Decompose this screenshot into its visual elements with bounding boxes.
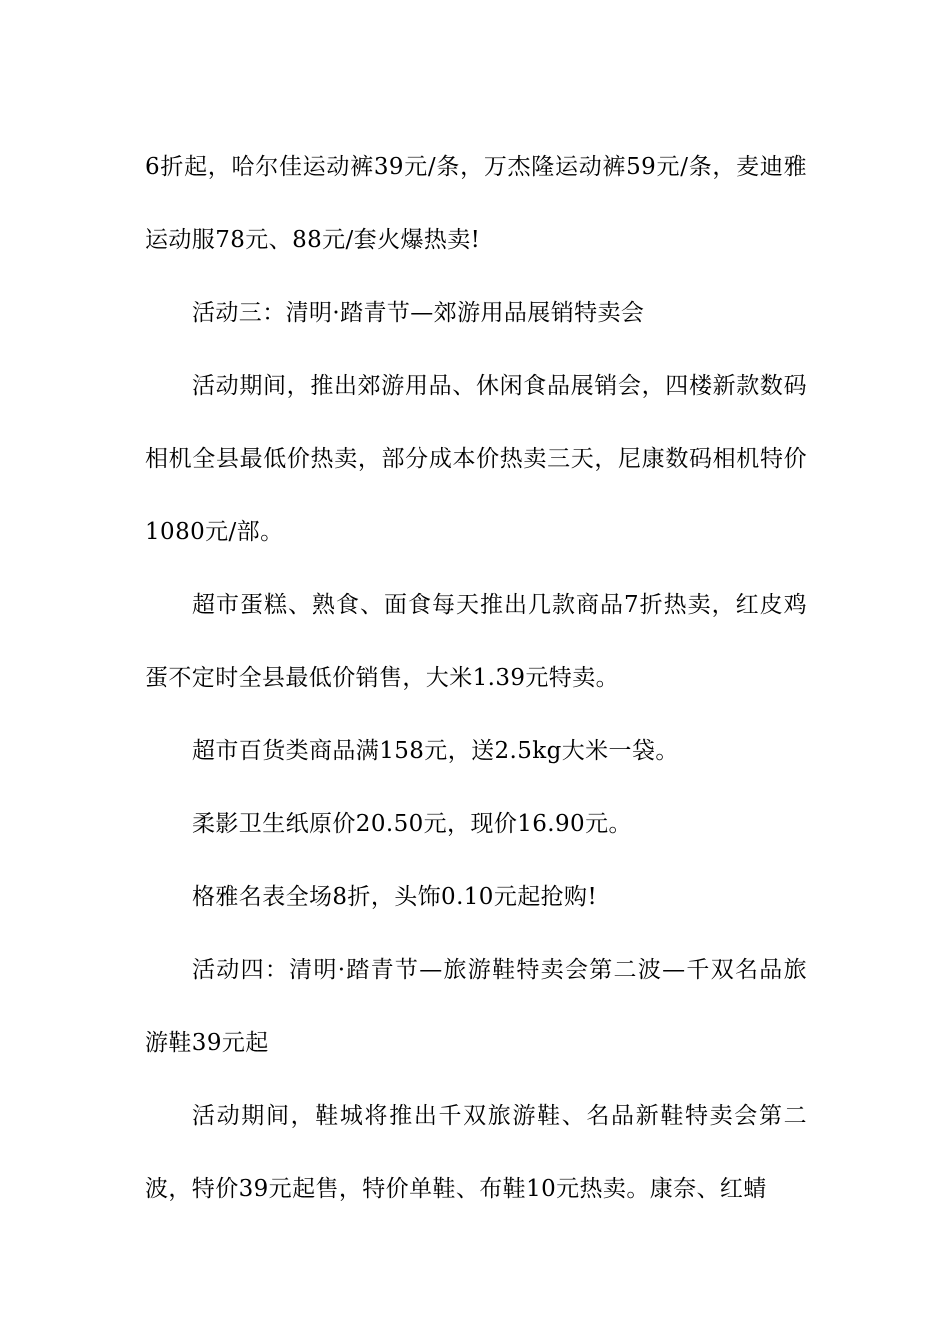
paragraph-1: 6折起，哈尔佳运动裤39元/条，万杰隆运动裤59元/条，麦迪雅运动服78元、88元/套火爆热卖! [145,154,807,253]
paragraph-7: 格雅名表全场8折，头饰0.10元起抢购! [192,884,598,910]
paragraph-activity-four-heading: 活动四：清明·踏青节—旅游鞋特卖会第二波—千双名品旅游鞋39元起 [145,957,807,1056]
paragraph-4: 超市蛋糕、熟食、面食每天推出几款商品7折热卖，红皮鸡蛋不定时全县最低价销售，大米1.39元特卖。 [145,592,807,691]
paragraph-6: 柔影卫生纸原价20.50元，现价16.90元。 [192,811,632,837]
document-body [145,131,807,1226]
paragraph-activity-three-heading: 活动三：清明·踏青节—郊游用品展销特卖会 [192,300,645,326]
paragraph-5: 超市百货类商品满158元，送2.5kg大米一袋。 [192,738,679,764]
paragraph-9: 活动期间，鞋城将推出千双旅游鞋、名品新鞋特卖会第二波，特价39元起售，特价单鞋、布鞋10元热卖。康奈、红蜻 [145,1103,807,1202]
paragraph-3: 活动期间，推出郊游用品、休闲食品展销会，四楼新款数码相机全县最低价热卖，部分成本价热卖三天，尼康数码相机特价1080元/部。 [145,373,807,545]
